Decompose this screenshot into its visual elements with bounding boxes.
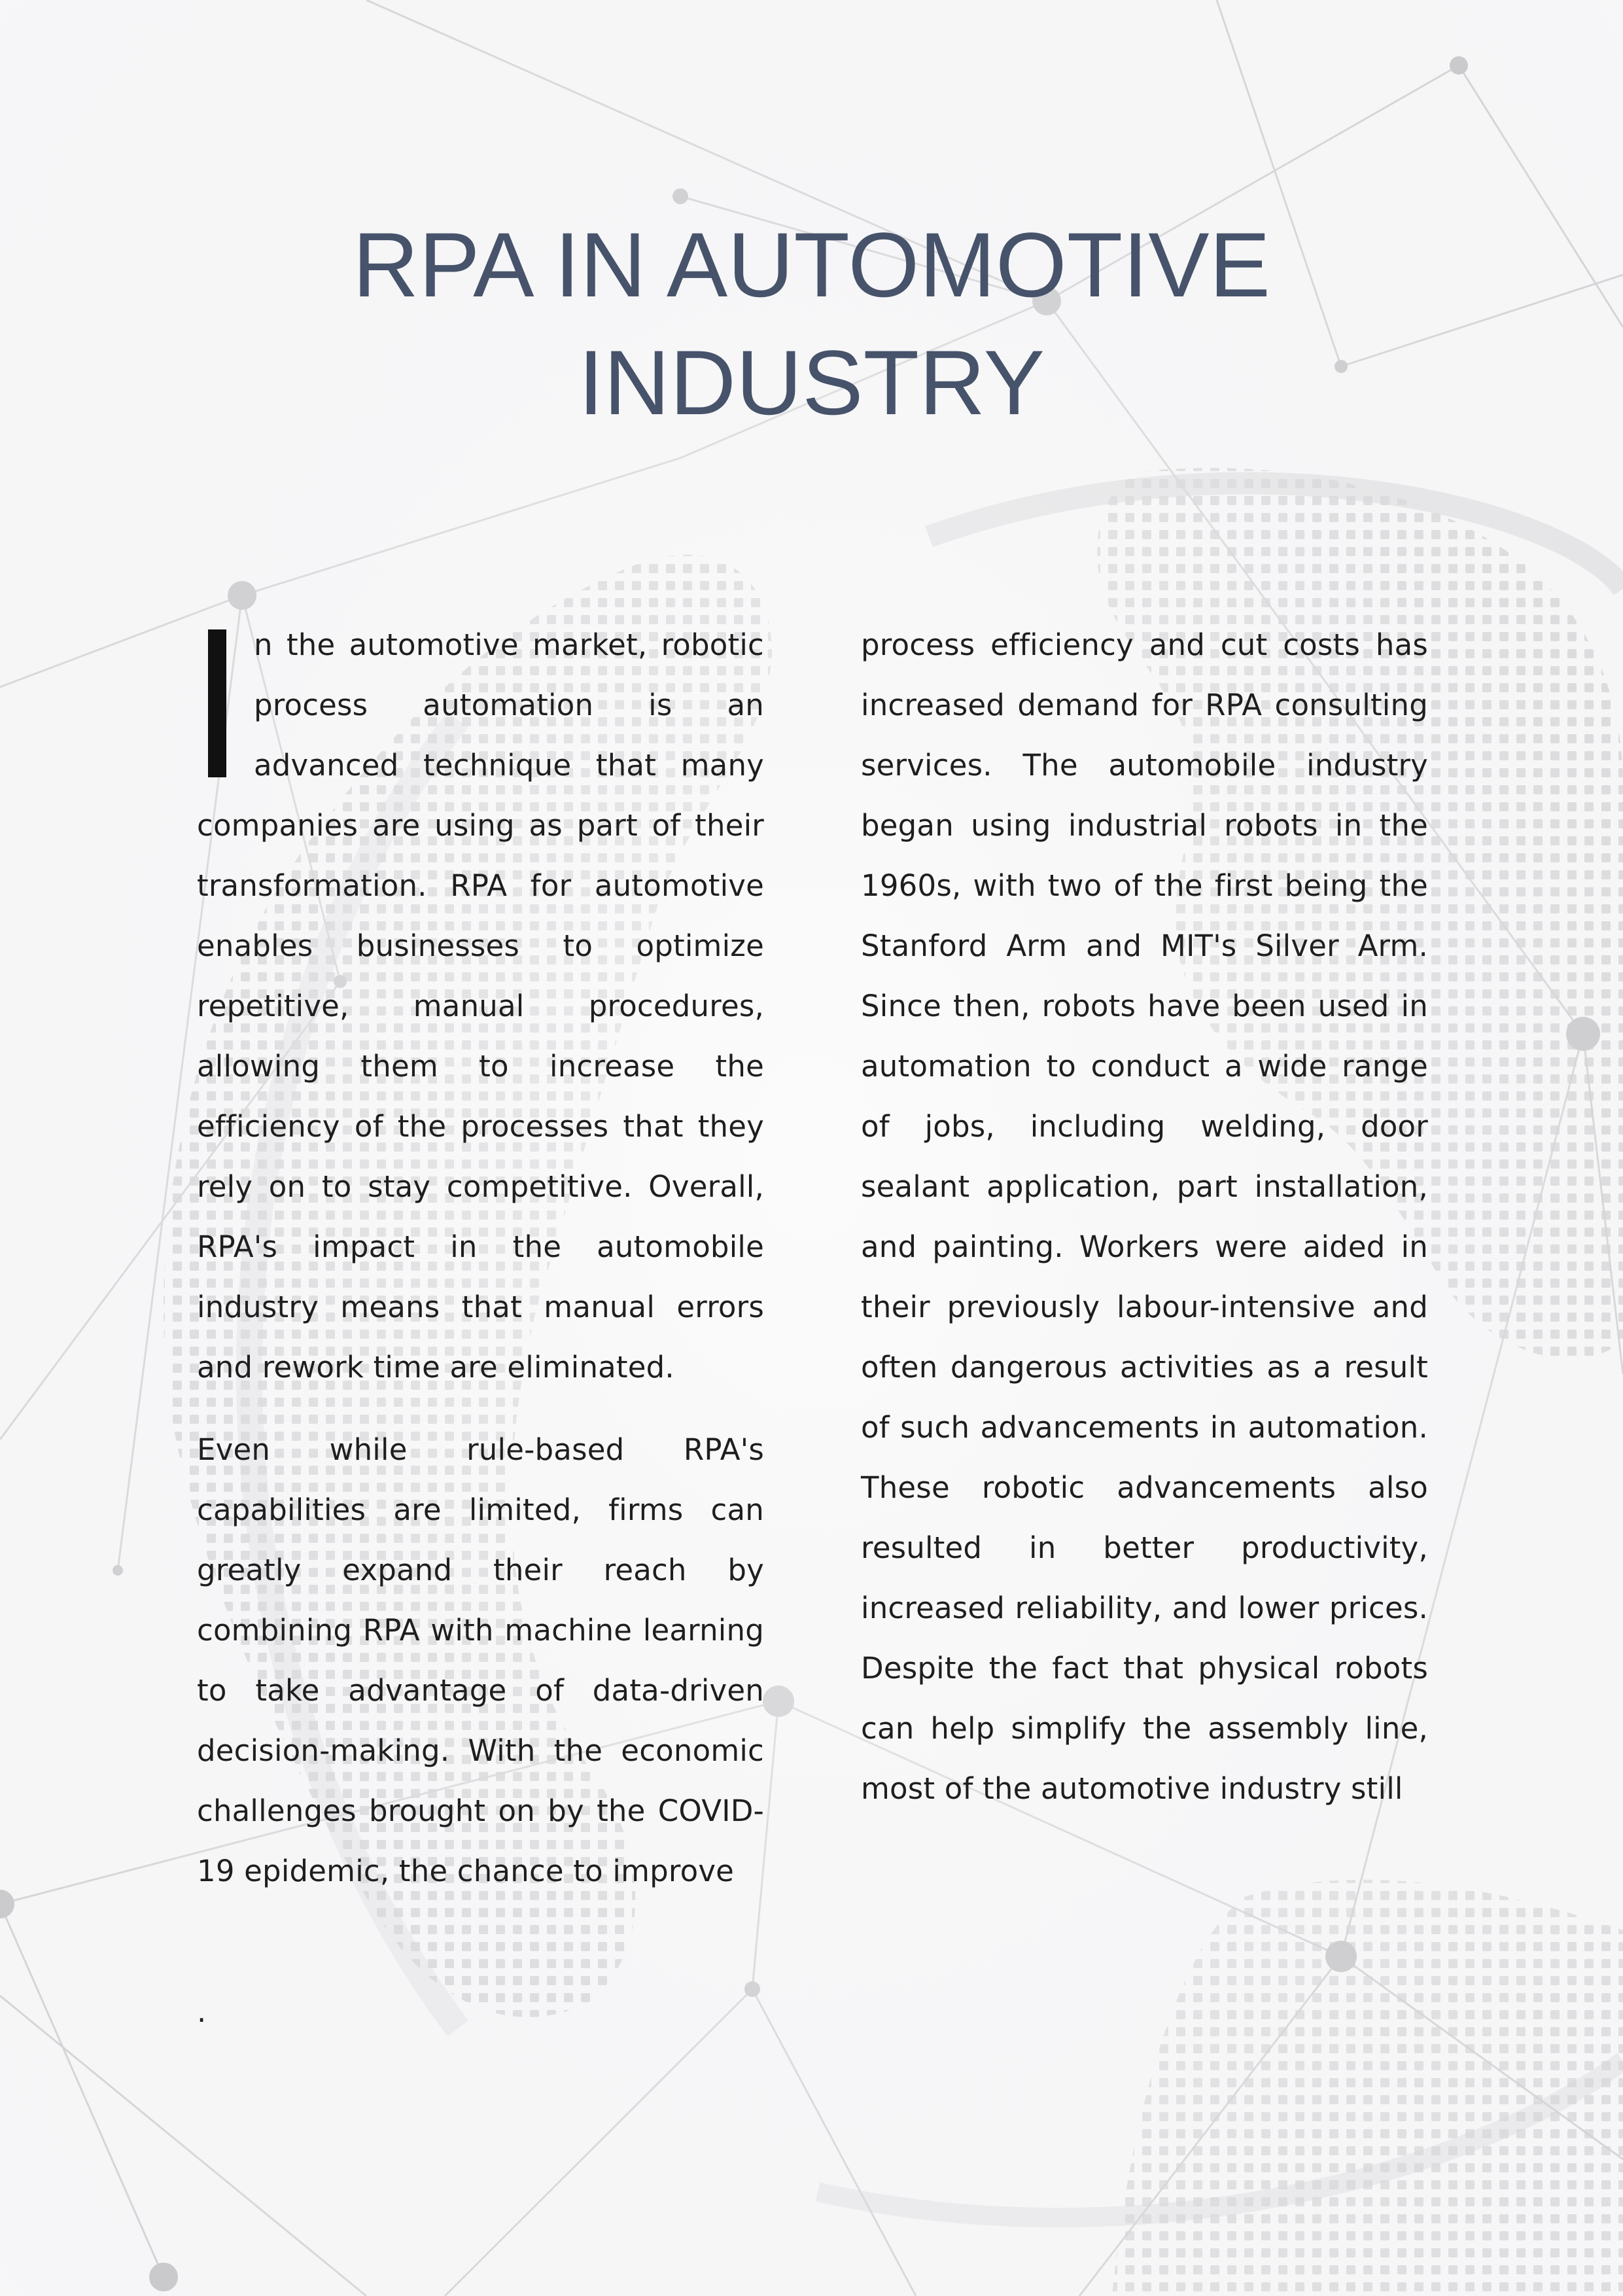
right-column	[861, 615, 1428, 1819]
right-paragraph-1: process efficiency and cut costs has increased demand for RPA consulting services. The automobile industry began using industrial robots in the 1960s, with two of the first being the Stanford Arm and MIT's Silver Arm. Since then, robots have been used in automation to conduct a wide range of jobs, including welding, door sealant application, part installation, and painting. Workers were aided in their previously labour-intensive and often dangerous activities as a result of such advancements in automation. These robotic advancements also resulted in better productivity, increased reliability, and lower prices. Despite the fact that physical robots can help simplify the assembly line, most of the automotive industry still	[861, 627, 1428, 1806]
trailing-period: .	[197, 1994, 207, 2029]
page-title	[0, 206, 1623, 442]
drop-cap-bar	[208, 629, 226, 777]
left-paragraph-2: Even while rule-based RPA's capabilities are limited, firms can greatly expand their reach by combining RPA with machine learning to take advantage of data-driven decision-making. With the economic challenges brought on by the COVID-19 epidemic, the chance to improve	[197, 1432, 764, 1888]
left-paragraph-1-text: n the automotive market, robotic process automation is an advanced technique that many companies are using as part of their transformation. RPA for automotive enables businesses to optimize repetitive, manual procedures, allowing them to increase the efficiency of the processes that they rely on to stay competitive. Overall, RPA's impact in the automobile industry means that manual errors and rework time are eliminated.	[197, 627, 764, 1385]
left-column	[197, 615, 764, 1901]
title-line-2: INDUSTRY	[578, 331, 1045, 434]
title-line-1: RPA IN AUTOMOTIVE	[353, 213, 1270, 316]
left-paragraph-1	[197, 615, 764, 1398]
